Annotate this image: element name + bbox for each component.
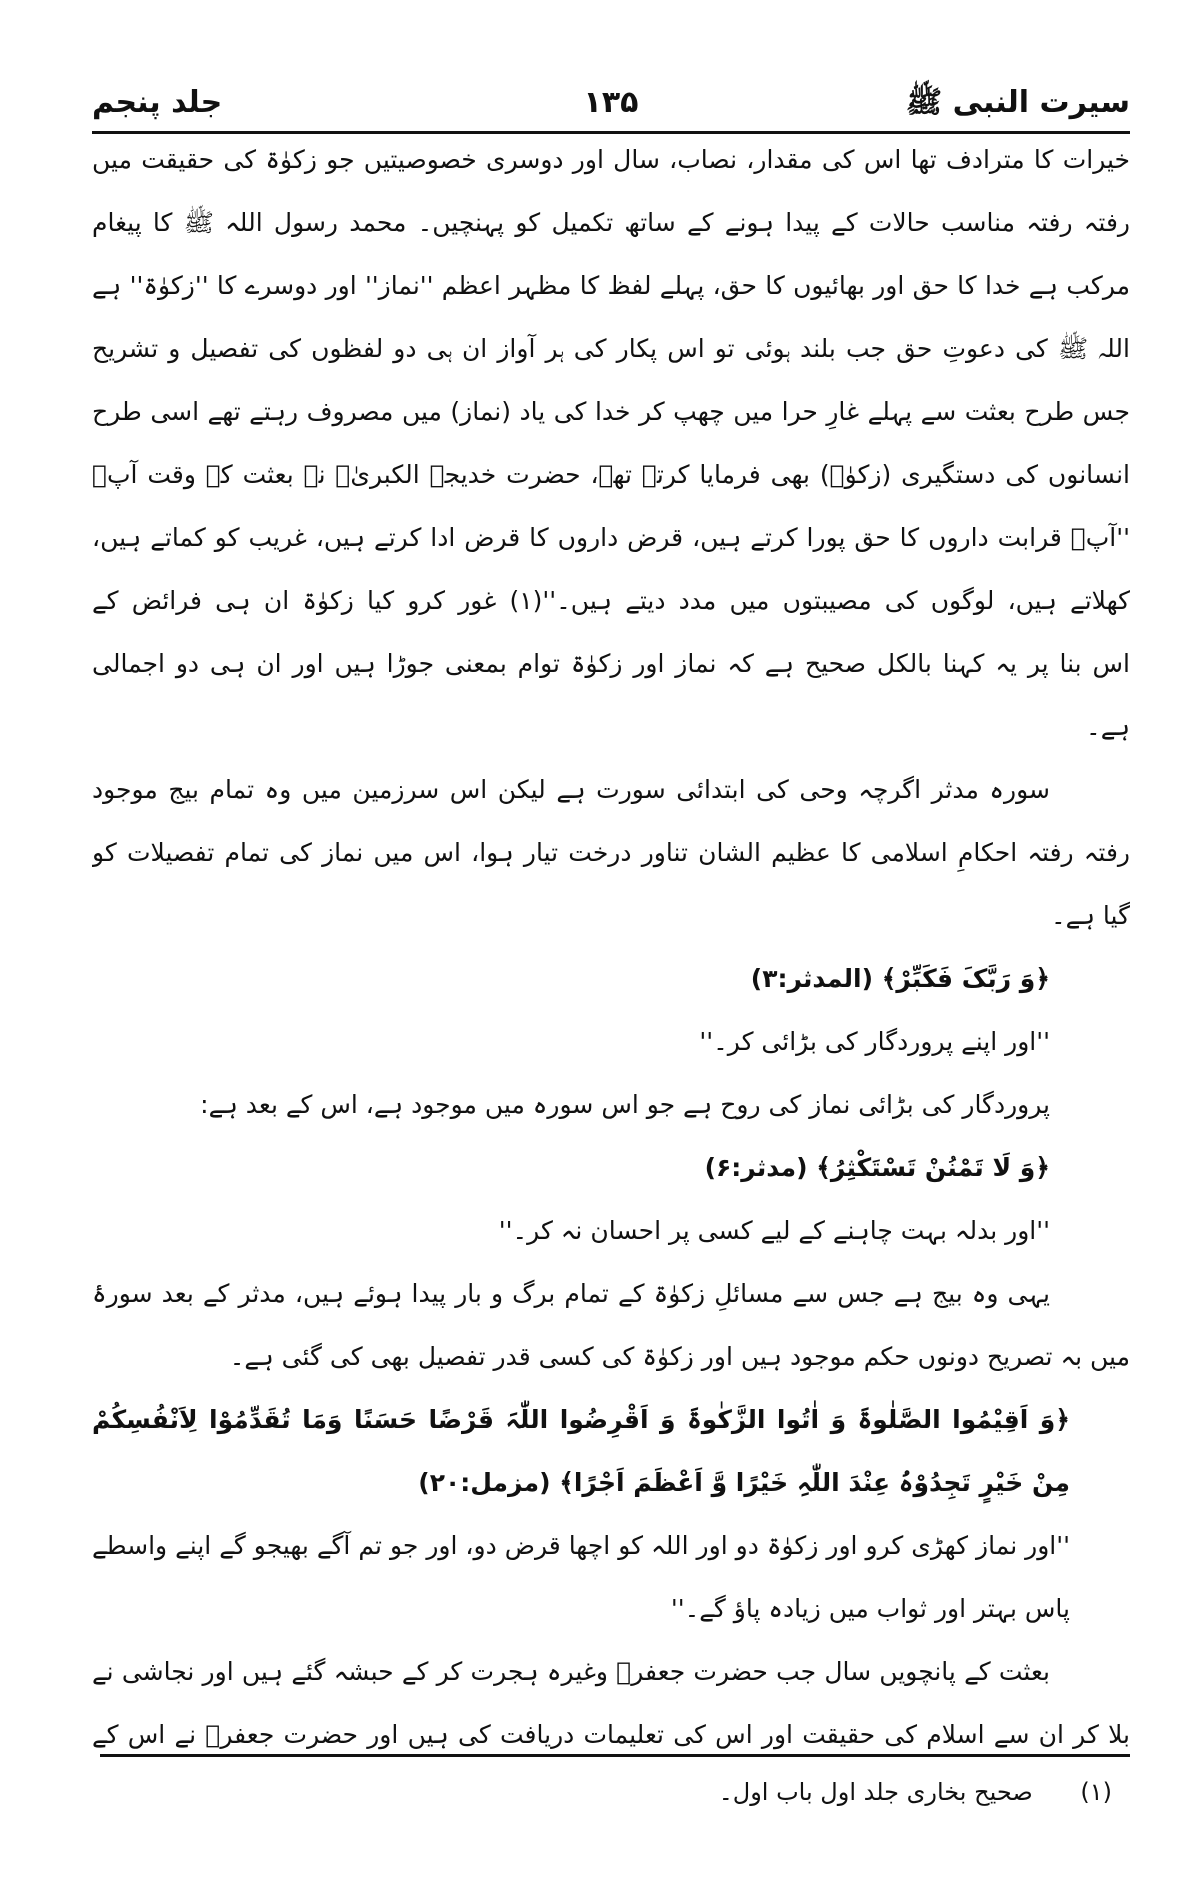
text-line: بلا کر ان سے اسلام کی حقیقت اور اس کی تعلیمات دریافت کی ہیں اور حضرت جعفرؓ نے اس کے (92, 1720, 1130, 1749)
text-line: اللہ ﷺ کی دعوتِ حق جب بلند ہوئی تو اس پکار کی ہر آواز ان ہی دو لفظوں کی تفصیل و تشریح (92, 334, 1130, 363)
footnote-number: (۱) (1080, 1778, 1112, 1806)
body-text (92, 128, 1130, 1766)
quran-verse: ﴿وَ اَقِیْمُوا الصَّلٰوۃَ وَ اٰتُوا الزَّکٰوۃَ وَ اَقْرِضُوا اللّٰہَ قَرْضًا حَسَنًا وَمَا تُقَدِّمُوْا لِاَنْفُسِکُمْ (92, 1405, 1070, 1434)
footnote (719, 1770, 1112, 1814)
verse-translation: ''اور بدلہ بہت چاہنے کے لیے کسی پر احسان نہ کر۔'' (498, 1216, 1050, 1245)
text-line: گیا ہے۔ (1051, 901, 1130, 930)
paragraph-start: بعثت کے پانچویں سال جب حضرت جعفرؓ وغیرہ ہجرت کر کے حبشہ گئے ہیں اور نجاشی نے (92, 1657, 1050, 1686)
text-line: رفتہ رفتہ مناسب حالات کے پیدا ہونے کے ساتھ تکمیل کو پہنچیں۔ محمد رسول اللہ ﷺ کا پیغام (92, 208, 1130, 237)
footnote-text: صحیح بخاری جلد اول باب اول۔ (718, 1778, 1033, 1806)
page-header (92, 78, 1130, 128)
page-number: ۱۳۵ (583, 85, 639, 120)
text-line: انسانوں کی دستگیری (زکوٰۃ) بھی فرمایا کرتے تھے، حضرت خدیجۃ الکبریٰؓ نے بعثت کے وقت آپؐ (92, 460, 1130, 489)
verse-translation: ''اور اپنے پروردگار کی بڑائی کر۔'' (699, 1027, 1050, 1056)
verse-translation: ''اور نماز کھڑی کرو اور زکوٰۃ دو اور اللہ کو اچھا قرض دو، اور جو تم آگے بھیجو گے اپنے واسطے (92, 1531, 1070, 1560)
text-line: ہے۔ (1086, 712, 1130, 741)
text-line: اس بنا پر یہ کہنا بالکل صحیح ہے کہ نماز اور زکوٰۃ توام بمعنی جوڑا ہیں اور ان ہی دو اجمالی (92, 649, 1130, 678)
quran-verse: مِنْ خَیْرٍ تَجِدُوْہُ عِنْدَ اللّٰہِ خَیْرًا وَّ اَعْظَمَ اَجْرًا﴾ (مزمل:۲۰) (418, 1468, 1070, 1497)
text-line: جس طرح بعثت سے پہلے غارِ حرا میں چھپ کر خدا کی یاد (نماز) میں مصروف رہتے تھے اسی طرح (92, 397, 1130, 426)
quran-verse: ﴿وَ لَا تَمْنُنْ تَسْتَکْثِرُ﴾ (مدثر:۶) (704, 1153, 1050, 1182)
quran-verse: ﴿وَ رَبَّکَ فَکَبِّرْ﴾ (المدثر:۳) (750, 964, 1050, 993)
paragraph-start: یہی وہ بیج ہے جس سے مسائلِ زکوٰۃ کے تمام برگ و بار پیدا ہوئے ہیں، مدثر کے بعد سورۂ (92, 1279, 1050, 1308)
text-line: میں بہ تصریح دونوں حکم موجود ہیں اور زکوٰۃ کی کسی قدر تفصیل بھی کی گئی ہے۔ (229, 1342, 1130, 1371)
quote-line: ''آپؐ قرابت داروں کا حق پورا کرتے ہیں، قرض داروں کا قرض ادا کرتے ہیں، غریب کو کماتے ہیں، (92, 523, 1130, 552)
text-line: مرکب ہے خدا کا حق اور بھائیوں کا حق، پہلے لفظ کا مظہر اعظم ''نماز'' اور دوسرے کا ''زکوٰۃ'' ہے (92, 271, 1130, 300)
verse-translation: پاس بہتر اور ثواب میں زیادہ پاؤ گے۔'' (670, 1594, 1070, 1623)
text-line: خیرات کا مترادف تھا اس کی مقدار، نصاب، سال اور دوسری خصوصیتیں جو زکوٰۃ کی حقیقت میں (92, 145, 1130, 174)
book-title: سیرت النبی ﷺ (905, 85, 1130, 120)
volume-label: جلد پنجم (92, 85, 223, 120)
text-line: کھلاتے ہیں، لوگوں کی مصیبتوں میں مدد دیتے ہیں۔''(۱) غور کرو کیا زکوٰۃ ان ہی فرائض کے (92, 586, 1130, 615)
text-line: پروردگار کی بڑائی نماز کی روح ہے جو اس سورہ میں موجود ہے، اس کے بعد ہے: (200, 1090, 1050, 1119)
text-line: رفتہ رفتہ احکامِ اسلامی کا عظیم الشان تناور درخت تیار ہوا، اس میں نماز کی تمام تفصیلات کو (92, 838, 1130, 867)
paragraph-start: سورہ مدثر اگرچہ وحی کی ابتدائی سورت ہے لیکن اس سرزمین میں وہ تمام بیج موجود (92, 775, 1050, 804)
footnote-divider (100, 1754, 1130, 1757)
